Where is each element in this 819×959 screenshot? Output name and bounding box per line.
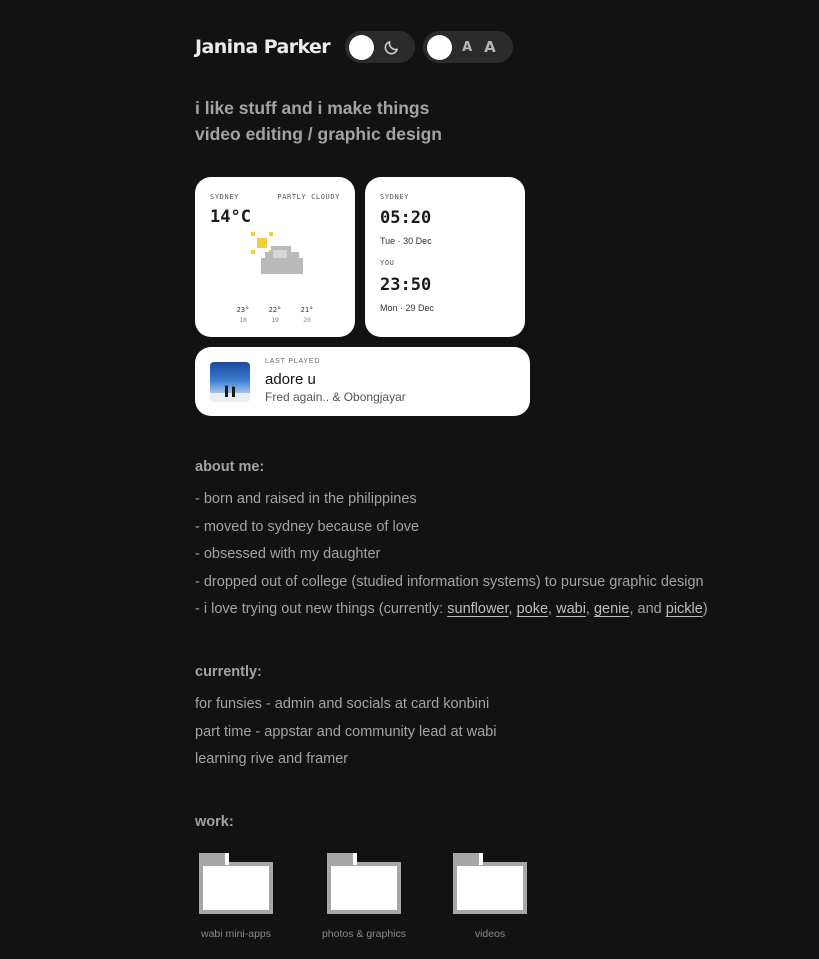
list-item: - born and raised in the philippines xyxy=(195,491,417,507)
link-pickle[interactable]: pickle xyxy=(665,601,703,617)
folder-label-videos[interactable]: videos xyxy=(474,928,506,940)
track-artist: Fred again.. & Obongjayar xyxy=(265,390,406,404)
forecast-day: 23° 18 xyxy=(236,306,250,324)
clock-widget xyxy=(365,177,525,337)
list-item: - moved to sydney because of love xyxy=(195,518,420,535)
toggle-knob xyxy=(427,35,452,60)
tagline xyxy=(195,95,442,147)
weather-temp: 14°C xyxy=(210,207,251,227)
folder-label-wabi-mini-apps[interactable]: wabi mini-apps xyxy=(200,928,272,940)
folder-icon[interactable] xyxy=(199,853,273,915)
toggle-knob xyxy=(349,35,374,60)
theme-toggle[interactable] xyxy=(345,31,415,63)
site-name[interactable]: Janina Parker xyxy=(195,36,331,58)
track-title: adore u xyxy=(265,371,316,388)
list-item: for funsies - admin and socials at card konbini xyxy=(195,696,490,712)
forecast-day: 22° 19 xyxy=(268,306,282,324)
header xyxy=(195,31,513,63)
city-time: 05:20 xyxy=(380,208,432,228)
font-small-label: A xyxy=(462,39,473,55)
weather-condition: PARTLY CLOUDY xyxy=(277,193,340,201)
tagline-line: video editing / graphic design xyxy=(195,124,442,144)
you-label: YOU xyxy=(380,259,395,267)
list-item: - i love trying out new things (currently: sunflower, poke, wabi, genie, and pickle) xyxy=(195,601,708,617)
partly-cloudy-icon xyxy=(251,232,305,278)
link-poke[interactable]: poke xyxy=(516,601,549,617)
currently-list xyxy=(195,691,496,774)
last-played-label: LAST PLAYED xyxy=(265,358,321,365)
folder-icon[interactable] xyxy=(327,853,401,915)
last-played-widget[interactable] xyxy=(195,347,530,416)
list-item: - dropped out of college (studied information systems) to pursue graphic design xyxy=(195,573,704,590)
list-item: - obsessed with my daughter xyxy=(195,546,381,562)
about-list xyxy=(195,486,708,624)
you-date: Mon · 29 Dec xyxy=(380,303,435,313)
font-large-label: A xyxy=(484,38,496,56)
about-heading: about me: xyxy=(195,459,265,475)
list-item: part time - appstar and community lead at wabi xyxy=(195,723,497,740)
folder-label-photos-graphics[interactable]: photos & graphics xyxy=(321,928,407,940)
tagline-line: i like stuff and i make things xyxy=(195,98,430,118)
clock-city: SYDNEY xyxy=(380,193,409,201)
moon-icon xyxy=(383,39,400,56)
link-genie[interactable]: genie xyxy=(593,601,630,617)
you-time: 23:50 xyxy=(380,275,432,295)
link-wabi[interactable]: wabi xyxy=(556,601,586,617)
album-art xyxy=(210,362,250,402)
forecast-day: 21° 20 xyxy=(300,306,314,324)
folder-icon[interactable] xyxy=(453,853,527,915)
city-date: Tue · 30 Dec xyxy=(380,236,432,246)
link-sunflower[interactable]: sunflower xyxy=(447,601,509,617)
weather-city: SYDNEY xyxy=(210,193,239,201)
list-item: learning rive and framer xyxy=(195,751,349,767)
weather-widget xyxy=(195,177,355,337)
currently-heading: currently: xyxy=(195,664,262,680)
work-heading: work: xyxy=(195,814,234,830)
font-toggle[interactable] xyxy=(423,31,513,63)
